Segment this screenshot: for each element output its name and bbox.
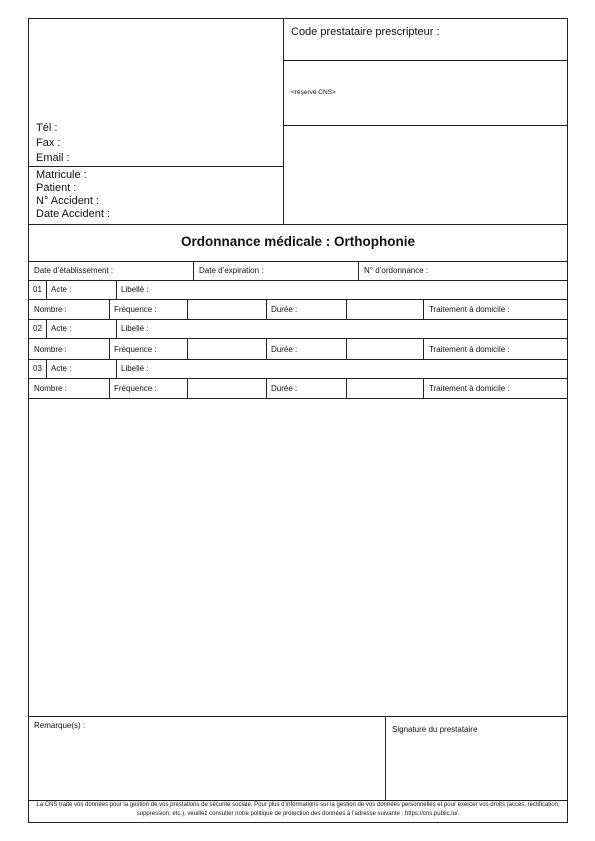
act3-d2 <box>187 378 188 398</box>
remarks-label: Remarque(s) : <box>34 721 86 730</box>
signature-label: Signature du prestataire <box>392 725 478 734</box>
act2-num-divider <box>46 319 47 338</box>
acts-bottom-line <box>29 398 568 399</box>
frequency-label: Fréquence : <box>114 384 157 393</box>
act3-d3 <box>266 378 267 398</box>
act2-d2 <box>187 338 188 359</box>
title-bottom-line <box>29 261 568 262</box>
act-code-label: Acte : <box>51 324 72 333</box>
home-treatment-label: Traitement à domicile : <box>429 384 510 393</box>
accident-number-label: N° Accident : <box>36 195 100 207</box>
act1-d4 <box>346 299 347 319</box>
act3-d4 <box>346 378 347 398</box>
act-label-label: Libellé : <box>121 364 149 373</box>
act-code-label: Acte : <box>51 285 72 294</box>
duration-label: Durée : <box>271 305 298 314</box>
dates-divider-2 <box>358 261 359 280</box>
tel-label: Tél : <box>36 122 58 134</box>
frequency-label: Fréquence : <box>114 345 157 354</box>
act2-bottom <box>29 359 568 360</box>
act1-d5 <box>423 299 424 319</box>
frequency-label: Fréquence : <box>114 305 157 314</box>
count-label: Nombre : <box>34 345 67 354</box>
dates-bottom-line <box>29 280 568 281</box>
signature-divider <box>385 716 386 800</box>
act3-code-divider <box>116 359 117 378</box>
patient-label: Patient : <box>36 182 77 194</box>
establishment-date-label: Date d’établissement : <box>34 266 114 275</box>
right-divider-1 <box>283 60 568 61</box>
act-label-label: Libellé : <box>121 324 149 333</box>
act1-bottom <box>29 319 568 320</box>
email-label: Email : <box>36 152 70 164</box>
dates-divider-1 <box>193 261 194 280</box>
header-divider <box>283 19 284 224</box>
act2-code-divider <box>116 319 117 338</box>
act3-d1 <box>109 378 110 398</box>
act2-d3 <box>266 338 267 359</box>
home-treatment-label: Traitement à domicile : <box>429 305 510 314</box>
remarks-top-line <box>29 716 568 717</box>
act-number: 02 <box>33 324 42 333</box>
right-divider-2 <box>283 125 568 126</box>
act-number: 03 <box>33 364 42 373</box>
header-bottom-line <box>29 224 568 225</box>
act1-code-divider <box>116 280 117 299</box>
prescription-number-label: N° d’ordonnance : <box>364 266 429 275</box>
duration-label: Durée : <box>271 345 298 354</box>
prescriber-code-label: Code prestataire prescripteur : <box>291 26 440 38</box>
act1-d1 <box>109 299 110 319</box>
act-code-label: Acte : <box>51 364 72 373</box>
act3-num-divider <box>46 359 47 378</box>
home-treatment-label: Traitement à domicile : <box>429 345 510 354</box>
act1-d3 <box>266 299 267 319</box>
duration-label: Durée : <box>271 384 298 393</box>
act-label-label: Libellé : <box>121 285 149 294</box>
act2-d4 <box>346 338 347 359</box>
page-title: Ordonnance médicale : Orthophonie <box>180 234 416 249</box>
left-divider <box>29 166 283 167</box>
matricule-label: Matricule : <box>36 169 87 181</box>
act1-num-divider <box>46 280 47 299</box>
act3-d5 <box>423 378 424 398</box>
prescription-form <box>28 18 568 823</box>
privacy-notice: La CNS traite vos données pour la gestion de vos prestations de sécurité sociale. Pour plus d’informations sur la gestion de vos données personnelles et pour exercer vos droits (accès, rectification, suppression, etc.), veuillez consulter notre politique de protection des données à l’adresse suivante : https://cns.public.lu/. <box>36 802 560 817</box>
count-label: Nombre : <box>34 384 67 393</box>
count-label: Nombre : <box>34 305 67 314</box>
accident-date-label: Date Accident : <box>36 208 110 220</box>
act2-d5 <box>423 338 424 359</box>
expiration-date-label: Date d’expiration : <box>199 266 264 275</box>
act2-d1 <box>109 338 110 359</box>
act1-d2 <box>187 299 188 319</box>
fax-label: Fax : <box>36 137 61 149</box>
act-number: 01 <box>33 285 42 294</box>
cns-reserved-label: <réservé CNS> <box>291 89 336 96</box>
